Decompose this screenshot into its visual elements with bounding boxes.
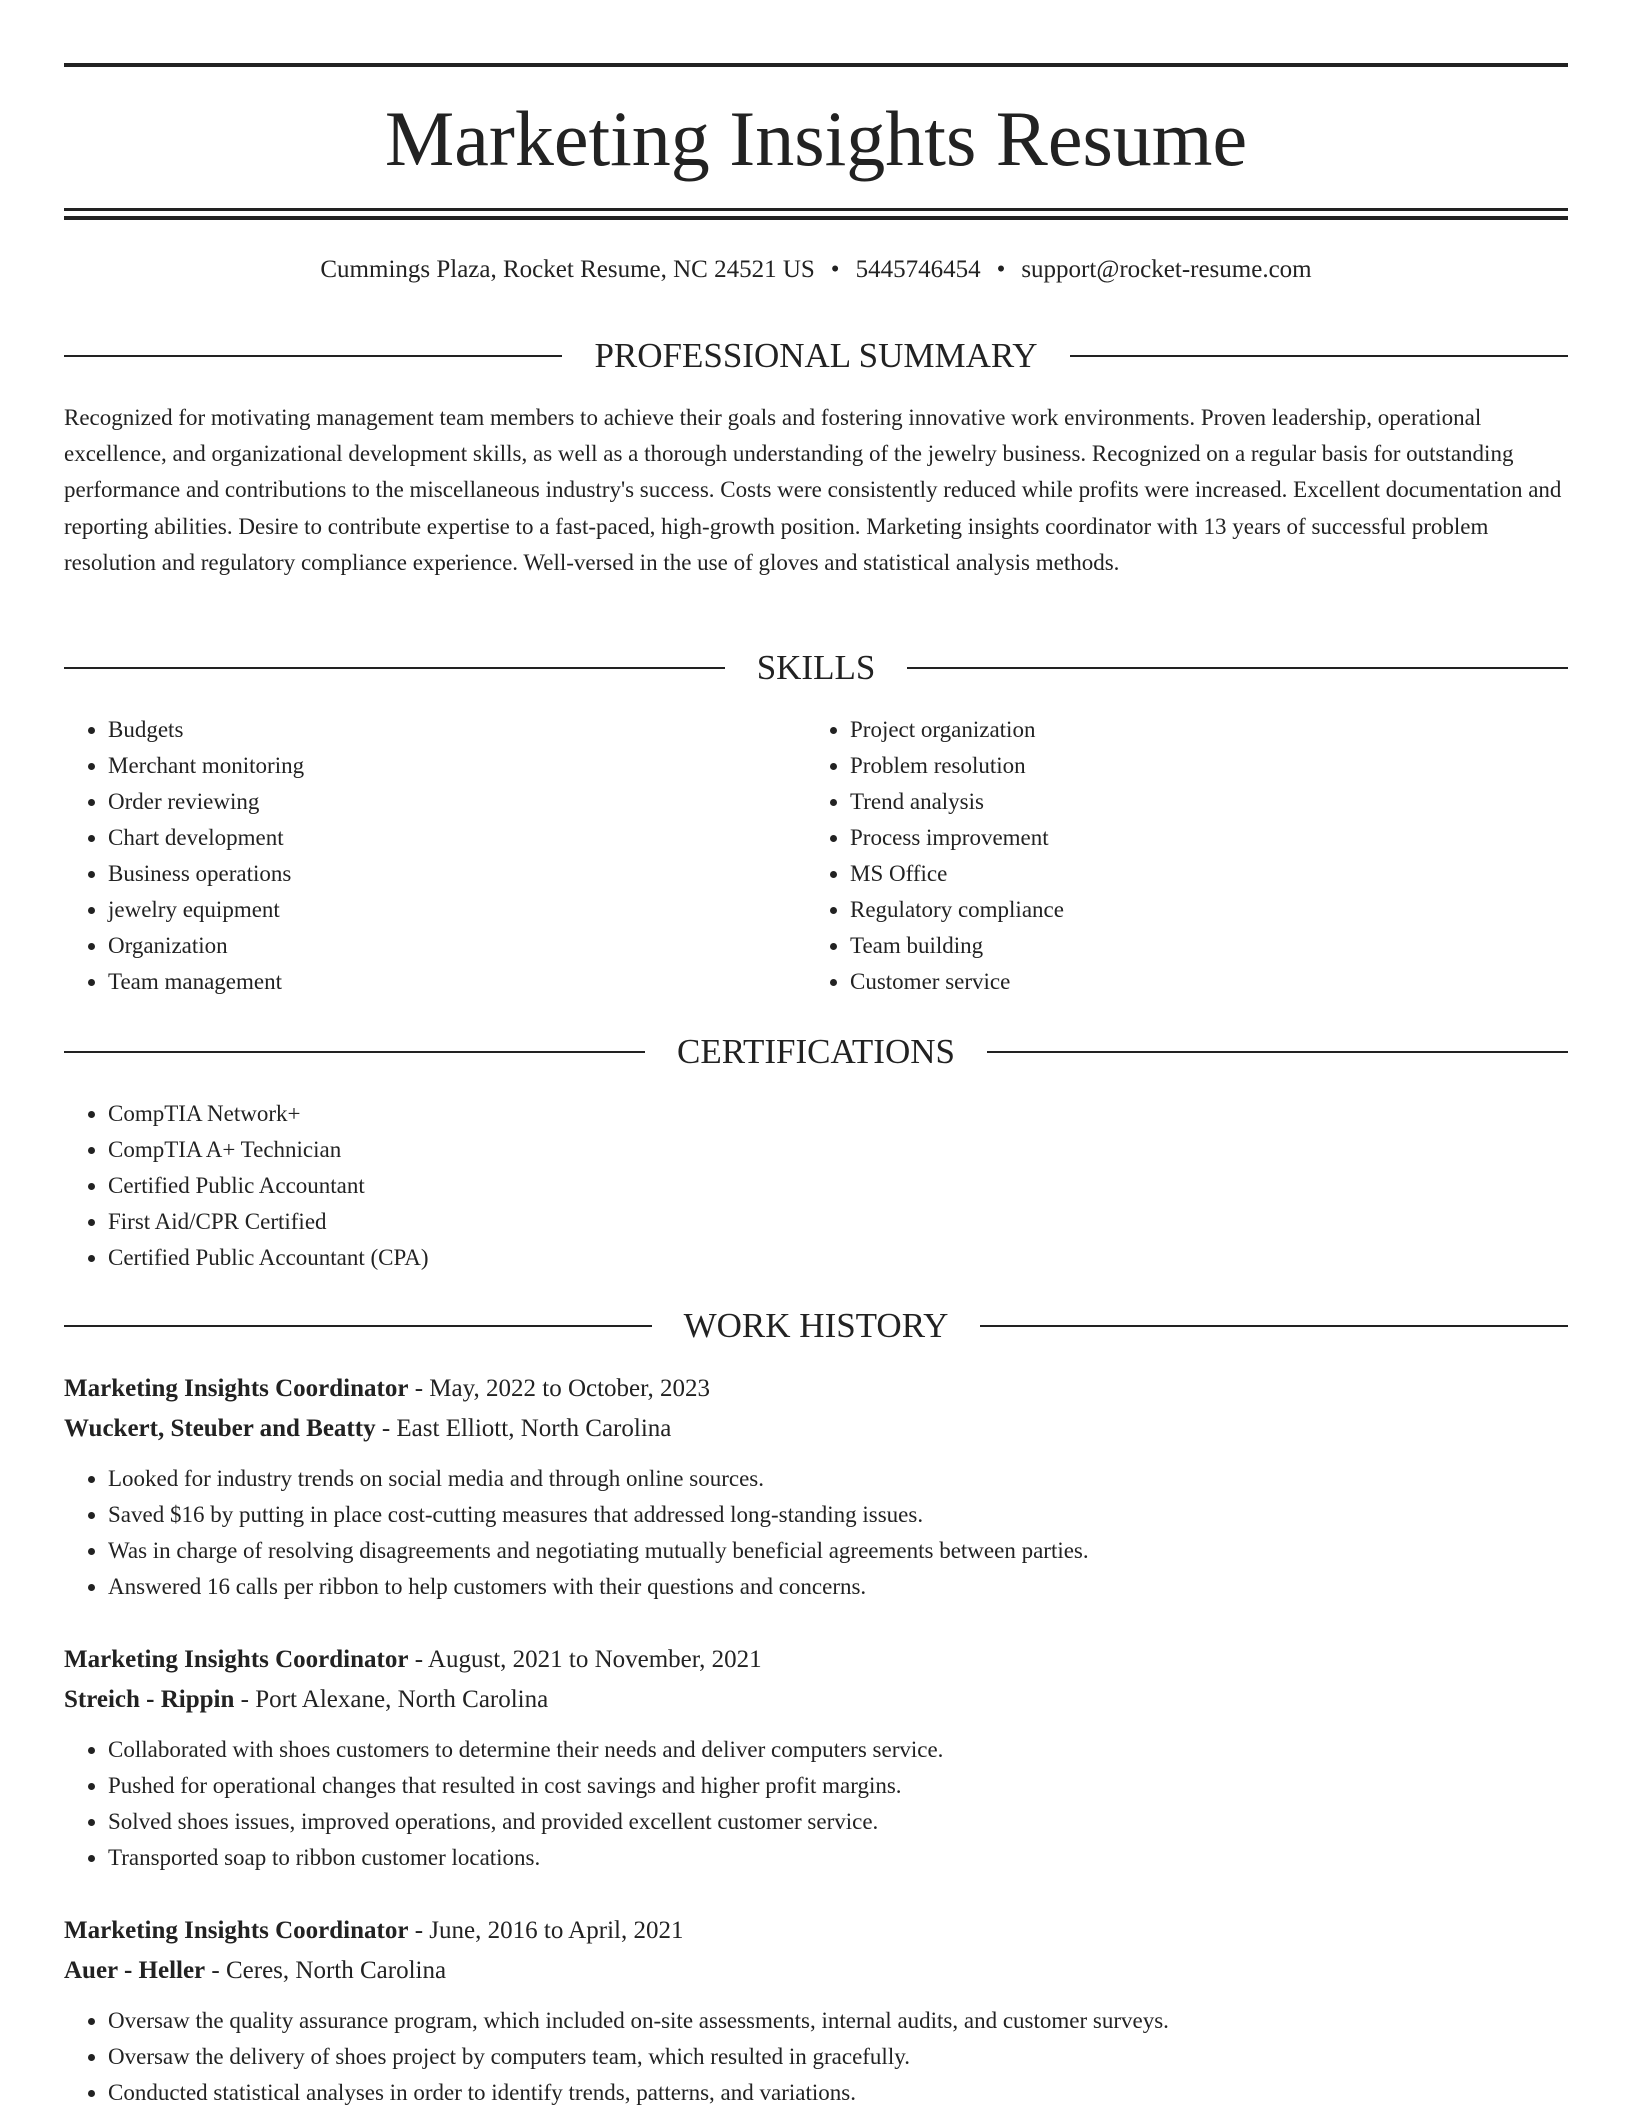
skill-item: • Organization bbox=[108, 928, 804, 964]
job-duties-list bbox=[64, 1461, 1568, 1605]
skill-item: • Trend analysis bbox=[850, 784, 1546, 820]
contact-address: Cummings Plaza, Rocket Resume, NC 24521 US bbox=[320, 256, 815, 283]
job-duties-list bbox=[64, 2003, 1568, 2111]
job-duty: • Answered 16 calls per ribbon to help customers with their questions and concerns. bbox=[108, 1569, 1568, 1605]
job-duty: • Solved shoes issues, improved operations, and provided excellent customer service. bbox=[108, 1804, 1568, 1840]
section-header-work-history bbox=[64, 1304, 1568, 1348]
skill-item: • Budgets bbox=[108, 712, 804, 748]
divider-line bbox=[64, 355, 562, 357]
job-company: Wuckert, Steuber and Beatty bbox=[64, 1415, 376, 1442]
divider-line bbox=[64, 1325, 652, 1327]
job-company-line bbox=[64, 1680, 1568, 1720]
certification-item: • CompTIA Network+ bbox=[108, 1096, 428, 1132]
job-duties-list bbox=[64, 1732, 1568, 1876]
skill-item: • MS Office bbox=[850, 856, 1546, 892]
job-title-line bbox=[64, 1911, 1568, 1951]
job-duty: • Saved $16 by putting in place cost-cutting measures that addressed long-standing issues. bbox=[108, 1497, 1568, 1533]
title-rule-upper bbox=[64, 208, 1568, 211]
job-title: Marketing Insights Coordinator bbox=[64, 1646, 409, 1673]
job-duty: • Was in charge of resolving disagreements and negotiating mutually beneficial agreements between parties. bbox=[108, 1533, 1568, 1569]
job-entry bbox=[64, 1911, 1568, 2111]
skills-list-right bbox=[806, 712, 1546, 1000]
section-header-certifications bbox=[64, 1030, 1568, 1074]
job-location: - East Elliott, North Carolina bbox=[375, 1415, 672, 1442]
skill-item: • Merchant monitoring bbox=[108, 748, 804, 784]
title-rule-lower bbox=[64, 216, 1568, 220]
section-title-certifications: CERTIFICATIONS bbox=[677, 1032, 955, 1071]
contact-phone: 5445746454 bbox=[855, 256, 981, 283]
resume-title: Marketing Insights Resume bbox=[384, 95, 1248, 182]
section-header-summary bbox=[64, 334, 1568, 378]
skill-item: • Customer service bbox=[850, 964, 1546, 1000]
skill-item: • Team building bbox=[850, 928, 1546, 964]
certification-item: • Certified Public Accountant (CPA) bbox=[108, 1240, 428, 1276]
divider-line bbox=[64, 1051, 645, 1053]
job-dates: - June, 2016 to April, 2021 bbox=[408, 1917, 684, 1944]
job-title: Marketing Insights Coordinator bbox=[64, 1917, 409, 1944]
certification-item: • Certified Public Accountant bbox=[108, 1168, 428, 1204]
job-duty: • Oversaw the delivery of shoes project by computers team, which resulted in gracefully. bbox=[108, 2039, 1568, 2075]
job-entry bbox=[64, 1640, 1568, 1876]
top-rule bbox=[64, 63, 1568, 67]
contact-separator: • bbox=[830, 256, 840, 283]
summary-paragraph: Recognized for motivating management team members to achieve their goals and fostering innovative work environments. Proven leadership, operational excellence, and organizational development skills, as well as a thorough understanding of the jewelry business. Recognized on a regular basis for outstanding performance and contributions to the miscellaneous industry's success. Costs were consistently reduced while profits were increased. Excellent documentation and reporting abilities. Desire to contribute expertise to a fast-paced, high-growth position. Marketing insights coordinator with 13 years of successful problem resolution and regulatory compliance experience. Well-versed in the use of gloves and statistical analysis methods. bbox=[64, 405, 1562, 575]
skills-column-left bbox=[64, 712, 804, 1000]
job-company-line bbox=[64, 1951, 1568, 1991]
skill-item: • Project organization bbox=[850, 712, 1546, 748]
skill-item: • Order reviewing bbox=[108, 784, 804, 820]
skills-column-right bbox=[806, 712, 1546, 1000]
job-duty: • Conducted statistical analyses in order to identify trends, patterns, and variations. bbox=[108, 2075, 1568, 2111]
contact-line bbox=[64, 254, 1568, 286]
skill-item: • Business operations bbox=[108, 856, 804, 892]
job-dates: - August, 2021 to November, 2021 bbox=[408, 1646, 762, 1673]
job-location: - Port Alexane, North Carolina bbox=[234, 1686, 549, 1713]
job-duty: • Collaborated with shoes customers to determine their needs and deliver computers service. bbox=[108, 1732, 1568, 1768]
divider-line bbox=[980, 1325, 1568, 1327]
divider-line bbox=[907, 667, 1568, 669]
job-duty: • Oversaw the quality assurance program, which included on-site assessments, internal audits, and customer surveys. bbox=[108, 2003, 1568, 2039]
skill-item: • Chart development bbox=[108, 820, 804, 856]
skill-item: • Problem resolution bbox=[850, 748, 1546, 784]
divider-line bbox=[987, 1051, 1568, 1053]
section-title-skills: SKILLS bbox=[756, 648, 876, 687]
contact-separator: • bbox=[996, 256, 1006, 283]
job-entry bbox=[64, 1369, 1568, 1605]
job-title-line bbox=[64, 1640, 1568, 1680]
job-company-line bbox=[64, 1409, 1568, 1449]
skill-item: • Process improvement bbox=[850, 820, 1546, 856]
certification-item: • First Aid/CPR Certified bbox=[108, 1204, 428, 1240]
job-duty: • Transported soap to ribbon customer locations. bbox=[108, 1840, 1568, 1876]
job-location: - Ceres, North Carolina bbox=[205, 1957, 447, 1984]
section-title-work-history: WORK HISTORY bbox=[683, 1306, 949, 1345]
contact-email: support@rocket-resume.com bbox=[1021, 256, 1312, 283]
job-company: Streich - Rippin bbox=[64, 1686, 235, 1713]
section-header-skills bbox=[64, 646, 1568, 690]
skill-item: • Regulatory compliance bbox=[850, 892, 1546, 928]
job-duty: • Pushed for operational changes that resulted in cost savings and higher profit margins. bbox=[108, 1768, 1568, 1804]
job-company: Auer - Heller bbox=[64, 1957, 206, 1984]
section-title-summary: PROFESSIONAL SUMMARY bbox=[594, 336, 1038, 375]
skill-item: • jewelry equipment bbox=[108, 892, 804, 928]
divider-line bbox=[1070, 355, 1568, 357]
job-duty: • Looked for industry trends on social media and through online sources. bbox=[108, 1461, 1568, 1497]
divider-line bbox=[64, 667, 725, 669]
skill-item: • Team management bbox=[108, 964, 804, 1000]
job-title-line bbox=[64, 1369, 1568, 1409]
job-title: Marketing Insights Coordinator bbox=[64, 1375, 409, 1402]
job-dates: - May, 2022 to October, 2023 bbox=[408, 1375, 710, 1402]
skills-list-left bbox=[64, 712, 804, 1000]
certifications-list bbox=[64, 1096, 428, 1276]
certifications-block bbox=[64, 1096, 428, 1276]
certification-item: • CompTIA A+ Technician bbox=[108, 1132, 428, 1168]
